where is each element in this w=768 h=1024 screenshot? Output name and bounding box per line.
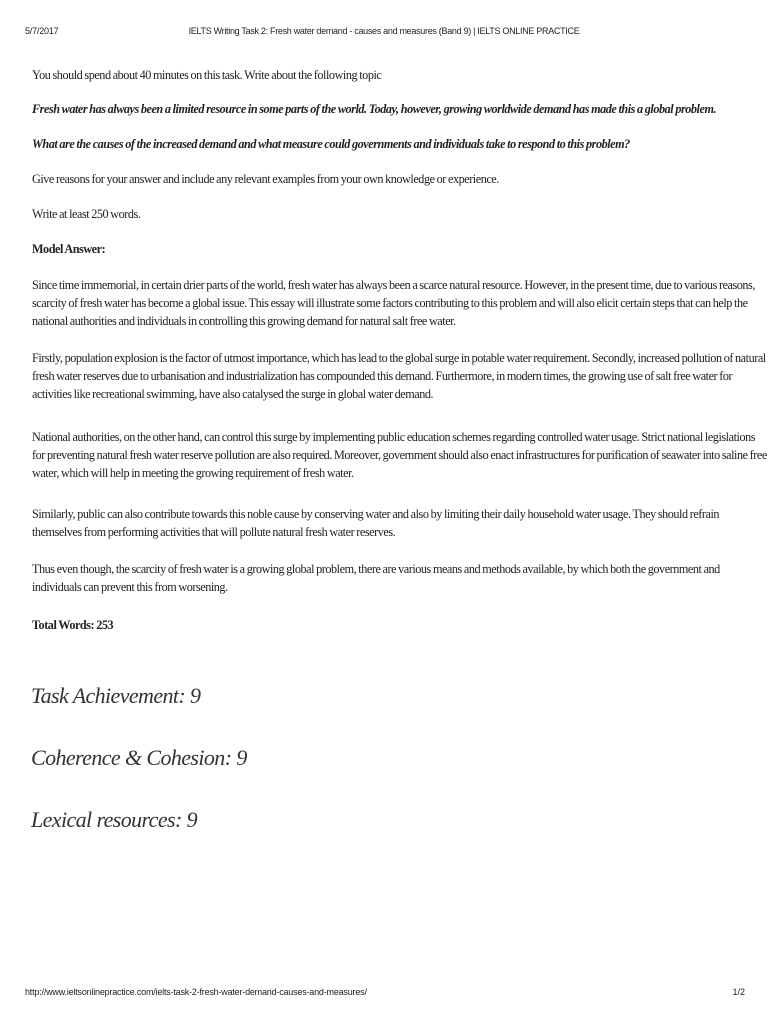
essay-paragraph-government: National authorities, on the other hand, can control this surge by implementing public education schemes regarding controlled water usage. Strict national legislations for preventing natural fresh water reserve pollution are also required. Moreover, government should also enact infrastructures for purification of seawater into saline free water, which will help in meeting the growing requirement of fresh water.	[32, 430, 767, 480]
page-title: IELTS Writing Task 2: Fresh water demand - causes and measures (Band 9) | IELTS ONLINE PRACTICE	[188, 26, 580, 36]
model-answer-heading: Model Answer:	[32, 242, 106, 256]
essay-paragraph-causes: Firstly, population explosion is the factor of utmost importance, which has lead to the global surge in potable water requirement. Secondly, increased pollution of natural fresh water reserves due to urbanisation and industrialization has compounded this demand. Furthermore, in modern times, the growing use of salt free water for activities like recreational swimming, have also catalysed the surge in global water demand.	[32, 351, 766, 401]
essay-paragraph-individuals: Similarly, public can also contribute towards this noble cause by conserving water and also by limiting their daily household water usage. They should refrain themselves from performing activities that will pollute natural fresh water reserves.	[32, 507, 720, 539]
essay-paragraph-conclusion: Thus even though, the scarcity of fresh water is a growing global problem, there are various means and methods available, by which both the government and individuals can prevent this from worsening.	[32, 562, 720, 594]
reasons-instruction: Give reasons for your answer and include any relevant examples from your own knowledge or experience.	[32, 172, 499, 186]
page-number: 1/2	[732, 987, 745, 997]
print-footer	[0, 987, 768, 1007]
print-header	[0, 26, 768, 46]
task-prompt-question: What are the causes of the increased demand and what measure could governments and individuals take to respond to this problem?	[32, 137, 630, 151]
score-coherence-cohesion: Coherence & Cohesion: 9	[31, 745, 247, 770]
total-words: Total Words: 253	[32, 618, 114, 632]
essay-paragraph-intro: Since time immemorial, in certain drier parts of the world, fresh water has always been a scarce natural resource. However, in the present time, due to various reasons, scarcity of fresh water has become a global issue. This essay will illustrate some factors contributing to this problem and will also elicit certain steps that can help the national authorities and individuals in controlling this growing demand for natural salt free water.	[32, 278, 755, 328]
word-count-instruction: Write at least 250 words.	[32, 207, 141, 221]
task-instruction: You should spend about 40 minutes on this task. Write about the following topic	[32, 68, 382, 82]
task-prompt-statement: Fresh water has always been a limited resource in some parts of the world. Today, however, growing worldwide demand has made this a global problem.	[32, 102, 717, 116]
page-url: http://www.ieltsonlinepractice.com/ielts-task-2-fresh-water-demand-causes-and-measures/	[25, 987, 367, 997]
print-date: 5/7/2017	[25, 26, 59, 36]
score-task-achievement: Task Achievement: 9	[31, 683, 201, 708]
score-lexical-resources: Lexical resources: 9	[31, 807, 197, 832]
